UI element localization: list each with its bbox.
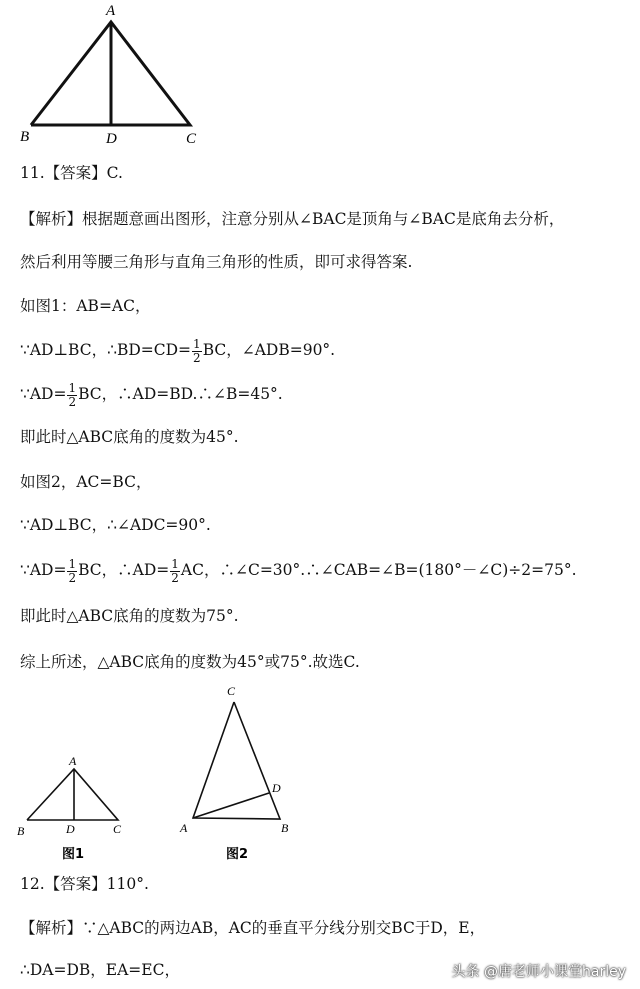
top-triangle-figure bbox=[0, 0, 640, 160]
fraction-one-half: $\frac{1}{2}$ bbox=[171, 557, 179, 585]
fig2-label-C: C bbox=[227, 684, 236, 698]
q11-case1-line1: ∵AD⊥BC，∴BD=CD= $\frac{1}{2}$ BC，∠ADB=90°. bbox=[20, 337, 336, 365]
fig2-label-A: A bbox=[180, 821, 188, 835]
fig2-label-B: B bbox=[281, 821, 289, 835]
fig1-label-A: A bbox=[69, 754, 77, 768]
figure-2 bbox=[193, 702, 280, 819]
fig1-caption: 图1 bbox=[62, 847, 85, 862]
q11-case2-head: 如图2，AC=BC， bbox=[20, 473, 152, 491]
q11-case2-line1: ∵AD⊥BC，∴∠ADC=90°. bbox=[20, 516, 211, 534]
fig2-label-D: D bbox=[272, 781, 281, 795]
q11-analysis-line1: 【解析】根据题意画出图形，注意分别从∠BAC是顶角与∠BAC是底角去分析， bbox=[20, 210, 565, 228]
watermark: 头条 @唐老师小课堂harley bbox=[451, 964, 626, 980]
fraction-one-half: $\frac{1}{2}$ bbox=[68, 557, 77, 585]
q11-summary: 综上所述，△ABC底角的度数为45°或75°.故选C. bbox=[20, 653, 360, 671]
q12-answer: 12.【答案】110°. bbox=[20, 875, 149, 893]
figures-1-and-2 bbox=[0, 680, 640, 870]
fig1-label-C: C bbox=[113, 822, 122, 836]
vertex-label-D: D bbox=[106, 131, 117, 147]
vertex-label-C: C bbox=[186, 131, 197, 147]
q11-case2-result: 即此时△ABC底角的度数为75°. bbox=[20, 607, 239, 625]
q11-case1-result: 即此时△ABC底角的度数为45°. bbox=[20, 428, 239, 446]
q11-answer: 11.【答案】C. bbox=[20, 164, 123, 182]
q12-analysis-line2: ∴DA=DB，EA=EC， bbox=[20, 961, 180, 979]
fraction-one-half: $\frac{1}{2}$ bbox=[193, 337, 201, 365]
q11-analysis-line2: 然后利用等腰三角形与直角三角形的性质，即可求得答案. bbox=[20, 253, 413, 271]
vertex-label-B: B bbox=[20, 129, 30, 145]
q12-analysis-line1: 【解析】∵△ABC的两边AB，AC的垂直平分线分别交BC于D，E， bbox=[20, 919, 486, 937]
vertex-label-A: A bbox=[106, 3, 116, 19]
fig1-label-B: B bbox=[17, 824, 25, 838]
fraction-one-half: $\frac{1}{2}$ bbox=[68, 381, 77, 409]
fig1-label-D: D bbox=[66, 822, 75, 836]
fig2-caption: 图2 bbox=[226, 847, 249, 862]
q11-case2-line2: ∵AD= $\frac{1}{2}$ BC，∴AD= $\frac{1}{2}$ AC，∴∠C=30°.∴∠CAB=∠B=(180°－∠C)÷2=75°. bbox=[20, 557, 577, 585]
q11-case1-line2: ∵AD= $\frac{1}{2}$ BC，∴AD=BD.∴∠B=45°. bbox=[20, 381, 283, 409]
figure-1 bbox=[27, 769, 118, 820]
q11-case1-head: 如图1：AB=AC， bbox=[20, 297, 151, 315]
